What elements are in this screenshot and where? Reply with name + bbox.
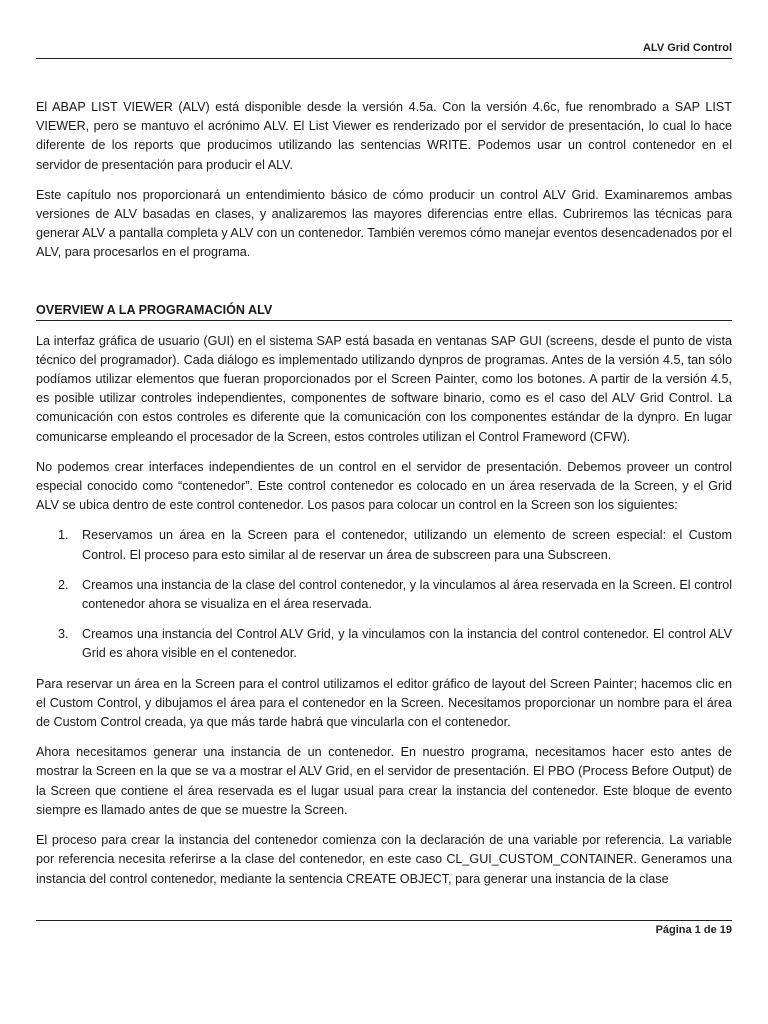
header-title: ALV Grid Control xyxy=(642,42,732,54)
step-item xyxy=(36,576,732,614)
overview-paragraph-4: Ahora necesitamos generar una instancia de un contenedor. En nuestro programa, necesitamos hacer esto antes de mostrar la Screen en la que se va a mostrar el ALV Grid, en el servidor de presentación. El PBO (Process Before Output) de la Screen que contiene el área reservada es el lugar usual para crear la instancia del contenedor. Este bloque de evento siempre es llamado antes de que se muestre la Screen. xyxy=(36,745,732,817)
document-body xyxy=(36,98,732,916)
section-heading: OVERVIEW A LA PROGRAMACIÓN ALV xyxy=(36,301,732,321)
step-text: Creamos una instancia del Control ALV Grid, y la vinculamos con la instancia del control contenedor. El control ALV Grid es ahora visible en el contenedor. xyxy=(82,627,732,661)
page-header xyxy=(36,38,732,59)
overview-paragraph-5: El proceso para crear la instancia del contenedor comienza con la declaración de una variable por referencia. La variable por referencia necesita referirse a la clase del contenedor, en este caso CL_GUI_CUSTOM_CONTAINER. Generamos una instancia del control contenedor, mediante la sentencia CREATE OBJECT, para generar una instancia de la clase xyxy=(36,833,732,886)
intro-paragraph-1: El ABAP LIST VIEWER (ALV) está disponible desde la versión 4.5a. Con la versión 4.6c, fue renombrado a SAP LIST VIEWER, pero se mantuvo el acrónimo ALV. El List Viewer es renderizado por el servidor de presentación, lo cual lo hace diferente de los reports que producimos utilizando las sentencias WRITE. Podemos usar un control contenedor en el servidor de presentación para producir el ALV. xyxy=(36,100,732,172)
step-text: Creamos una instancia de la clase del control contenedor, y la vinculamos al área reservada en la Screen. El control contenedor ahora se visualiza en el área reservada. xyxy=(82,577,732,612)
step-item xyxy=(36,526,732,564)
step-number: 3. xyxy=(58,627,69,642)
page-footer xyxy=(36,920,732,941)
steps-list xyxy=(36,526,732,663)
page-number: Página 1 de 19 xyxy=(655,924,732,936)
intro-paragraph-2: Este capítulo nos proporcionará un entendimiento básico de cómo producir un control ALV Grid. Examinaremos ambas versiones de ALV basadas en clases, y analizaremos las mayores diferencias entre ellas. Cubriremos las técnicas para generar ALV a pantalla completa y ALV con un contenedor. También veremos cómo manejar eventos desencadenados por el ALV, para procesarlos en el programa. xyxy=(36,187,732,260)
overview-paragraph-1: La interfaz gráfica de usuario (GUI) en el sistema SAP está basada en ventanas SAP GUI (screens, desde el punto de vista técnico del programador). Cada diálogo es implementado utilizando dynpros de programas. Antes de la versión 4.5, tan sólo podíamos utilizar elementos que fueran proporcionados por el Screen Painter, como los botones. A partir de la versión 4.5, es posible utilizar controles independientes, componentes de software binario, como es el caso del ALV Grid Control. La comunicación con estos controles es diferente que la comunicación con los componentes estándar de la dynpro. En lugar comunicarse empleando el procesador de la Screen, estos controles utilizan el Control Frameword (CFW). xyxy=(36,333,732,444)
step-item xyxy=(36,625,732,663)
overview-paragraph-2: No podemos crear interfaces independientes de un control en el servidor de presentación. Debemos proveer un control especial conocido como “contenedor”. Este control contenedor es colocado en un área reservada de la Screen, y el Grid ALV se ubica dentro de este control contenedor. Los pasos para colocar un control en la Screen son los siguientes: xyxy=(36,459,732,513)
step-number: 2. xyxy=(58,577,69,592)
overview-paragraph-3: Para reservar un área en la Screen para el control utilizamos el editor gráfico de layout del Screen Painter; hacemos clic en el Custom Control, y dibujamos el área para el contenedor en la Screen. Necesitamos proporcionar un nombre para el área de Custom Control creada, ya que más tarde habrá que vincularla con el contenedor. xyxy=(36,676,732,730)
step-number: 1. xyxy=(58,528,69,543)
step-text: Reservamos un área en la Screen para el contenedor, utilizando un elemento de screen especial: el Custom Control. El proceso para esto similar al de reservar un área de subscreen para una Subscreen. xyxy=(82,528,732,562)
